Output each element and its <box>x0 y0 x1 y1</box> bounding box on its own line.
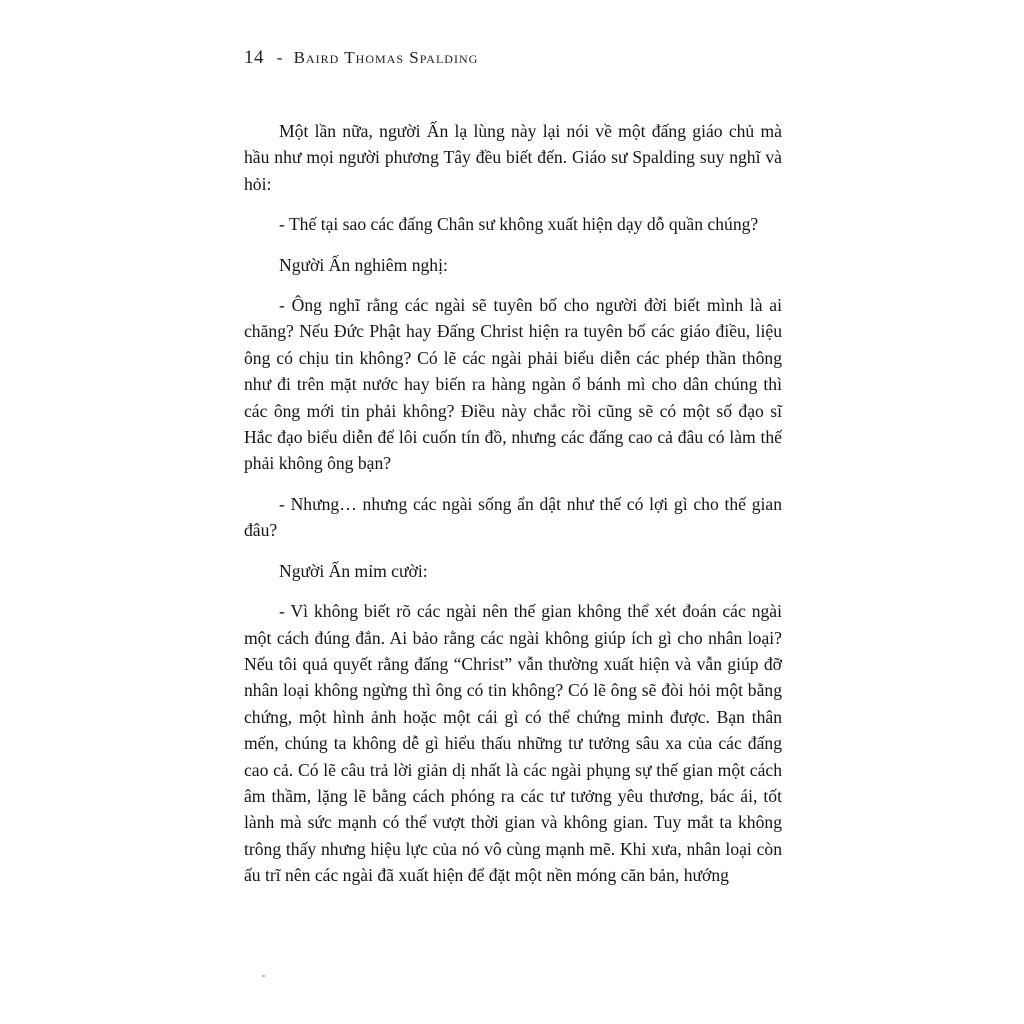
paragraph: - Vì không biết rõ các ngài nên thế gian không thể xét đoán các ngài một cách đúng đắn. Ai bảo rằng các ngài không giúp ích gì cho nhân loại? Nếu tôi quả quyết rằng đấng “Christ” vẫn thường xuất hiện và vẫn giúp đỡ nhân loại không ngừng thì ông có tin không? Có lẽ ông sẽ đòi hỏi một bằng chứng, một hình ảnh hoặc một cái gì có thể chứng minh được. Bạn thân mến, chúng ta không dễ gì hiểu thấu những tư tưởng sâu xa của các đấng cao cả. Có lẽ câu trả lời giản dị nhất là các ngài phụng sự thế gian một cách âm thầm, lặng lẽ bằng cách phóng ra các tư tưởng yêu thương, bác ái, tốt lành mà sức mạnh có thể vượt thời gian và không gian. Tuy mắt ta không trông thấy nhưng hiệu lực của nó vô cùng mạnh mẽ. Khi xưa, nhân loại còn ấu trĩ nên các ngài đã xuất hiện để đặt một nền móng căn bản, hướng <box>244 601 782 886</box>
paragraph: Người Ấn nghiêm nghị: <box>279 254 448 275</box>
author-name: Baird Thomas Spalding <box>293 48 479 67</box>
paragraph: - Ông nghĩ rằng các ngài sẽ tuyên bố cho người đời biết mình là ai chăng? Nếu Đức Phật hay Đấng Christ hiện ra tuyên bố các giáo điều, liệu ông có chịu tin không? Có lẽ các ngài phải biểu diễn các phép thần thông như đi trên mặt nước hay biến ra hàng ngàn ổ bánh mì cho dân chúng thì các ông mới tin phải không? Điều này chắc rồi cũng sẽ có một số đạo sĩ Hắc đạo biểu diễn để lôi cuốn tín đồ, nhưng các đấng cao cả đâu có làm thế phải không ông bạn? <box>244 295 782 474</box>
body-text <box>244 118 782 903</box>
paragraph: Một lần nữa, người Ấn lạ lùng này lại nói về một đấng giáo chủ mà hầu như mọi người phương Tây đều biết đến. Giáo sư Spalding suy nghĩ và hỏi: <box>244 121 782 194</box>
paragraph: - Nhưng… nhưng các ngài sống ẩn dật như thế có lợi gì cho thế gian đâu? <box>244 493 782 541</box>
paragraph: - Thế tại sao các đấng Chân sư không xuất hiện dạy dỗ quần chúng? <box>279 214 759 235</box>
page-number: 14 <box>244 47 264 68</box>
scan-speck <box>262 975 265 977</box>
header-separator: - <box>276 48 283 67</box>
running-header <box>244 47 478 69</box>
paragraph: Người Ấn mỉm cười: <box>279 560 428 581</box>
